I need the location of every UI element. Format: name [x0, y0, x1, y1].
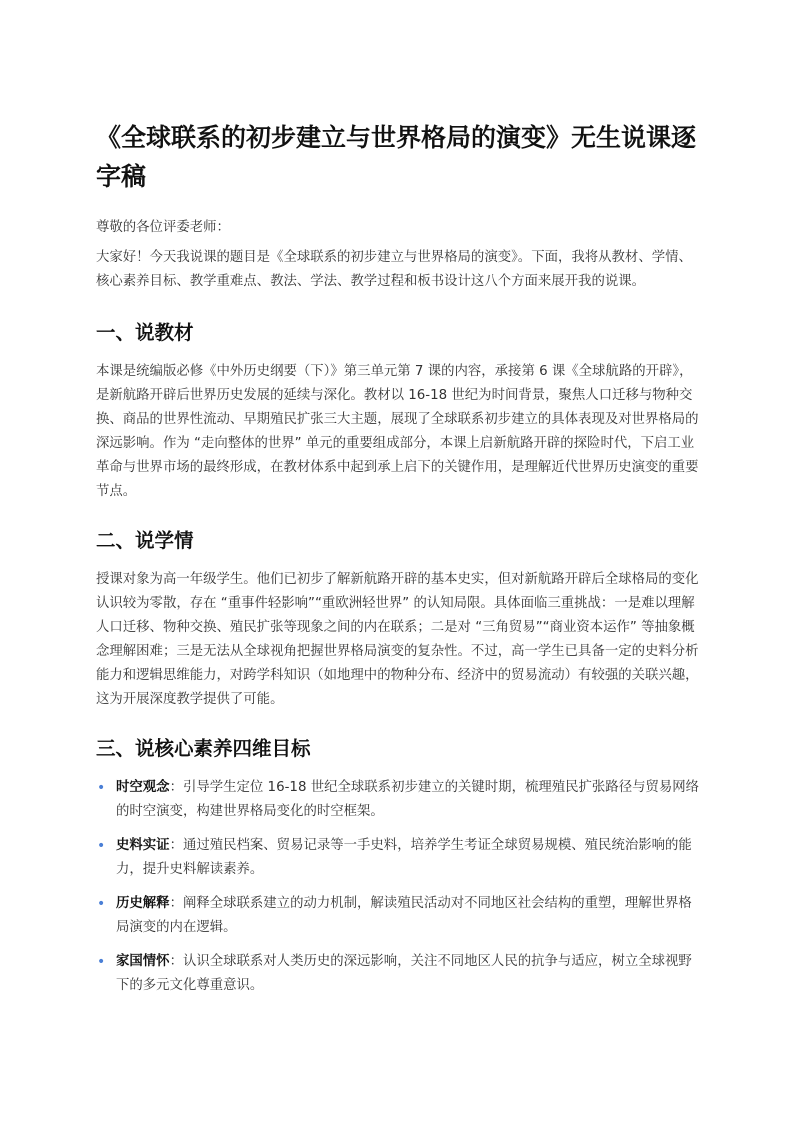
list-item — [96, 834, 700, 882]
objective-separator: ： — [169, 896, 183, 911]
bullet-icon: • — [97, 838, 106, 854]
section-heading-students: 二、说学情 — [96, 529, 194, 552]
bullet-icon: • — [97, 780, 106, 796]
list-item — [96, 892, 700, 940]
objective-separator: ： — [169, 780, 183, 795]
list-item — [96, 776, 700, 824]
document-title: 《全球联系的初步建立与世界格局的演变》无生说课逐字稿 — [96, 123, 697, 191]
list-item — [96, 950, 700, 998]
objective-text: 通过殖民档案、贸易记录等一手史料，培养学生考证全球贸易规模、殖民统治影响的能力，提升史料解读素养。 — [116, 838, 692, 877]
intro-paragraph: 大家好！今天我说课的题目是《全球联系的初步建立与世界格局的演变》。下面，我将从教材、学情、核心素养目标、教学重难点、教法、学法、教学过程和板书设计这八个方面来展开我的说课。 — [96, 250, 692, 289]
objective-text: 阐释全球联系建立的动力机制，解读殖民活动对不同地区社会结构的重塑，理解世界格局演变的内在逻辑。 — [116, 896, 692, 935]
objective-term: 家国情怀 — [116, 954, 170, 969]
section-body-students: 授课对象为高一年级学生。他们已初步了解新航路开辟的基本史实，但对新航路开辟后全球格局的变化认识较为零散，存在 “重事件轻影响”“重欧洲轻世界” 的认知局限。具体面临三重挑战：一是难以理解人口迁移、物种交换、殖民扩张等现象之间的内在联系；二是对 “三角贸易”“商业资本运作” 等抽象概念理解困难；三是无法从全球视角把握世界格局演变的复杂性。不过，高一学生已具备一定的史料分析能力和逻辑思维能力，对跨学科知识（如地理中的物种分布、经济中的贸易流动）有较强的关联兴趣，这为开展深度教学提供了可能。 — [96, 572, 699, 707]
objective-term: 史料实证 — [116, 838, 170, 853]
objectives-list — [96, 776, 700, 998]
objective-text: 引导学生定位 16-18 世纪全球联系初步建立的关键时期，梳理殖民扩张路径与贸易网络的时空演变，构建世界格局变化的时空框架。 — [116, 780, 700, 819]
objective-term: 历史解释 — [116, 896, 170, 911]
bullet-icon: • — [97, 954, 106, 970]
objective-separator: ： — [169, 954, 183, 969]
document-page — [96, 118, 700, 1008]
greeting-paragraph: 尊敬的各位评委老师： — [96, 220, 230, 235]
section-heading-textbook: 一、说教材 — [96, 321, 194, 344]
section-heading-objectives: 三、说核心素养四维目标 — [96, 737, 311, 760]
section-body-textbook: 本课是统编版必修《中外历史纲要（下）》第三单元第 7 课的内容，承接第 6 课《全球航路的开辟》，是新航路开辟后世界历史发展的延续与深化。教材以 16-18 世纪为时间背景，聚焦人口迁移与物种交换、商品的世界性流动、早期殖民扩张三大主题，展现了全球联系初步建立的具体表现及对世界格局的深远影响。作为 “走向整体的世界” 单元的重要组成部分，本课上启新航路开辟的探险时代，下启工业革命与世界市场的最终形成，在教材体系中起到承上启下的关键作用，是理解近代世界历史演变的重要节点。 — [96, 364, 699, 499]
objective-separator: ： — [169, 838, 183, 853]
bullet-icon: • — [97, 896, 106, 912]
objective-term: 时空观念 — [116, 780, 170, 795]
objective-text: 认识全球联系对人类历史的深远影响，关注不同地区人民的抗争与适应，树立全球视野下的多元文化尊重意识。 — [116, 954, 692, 993]
